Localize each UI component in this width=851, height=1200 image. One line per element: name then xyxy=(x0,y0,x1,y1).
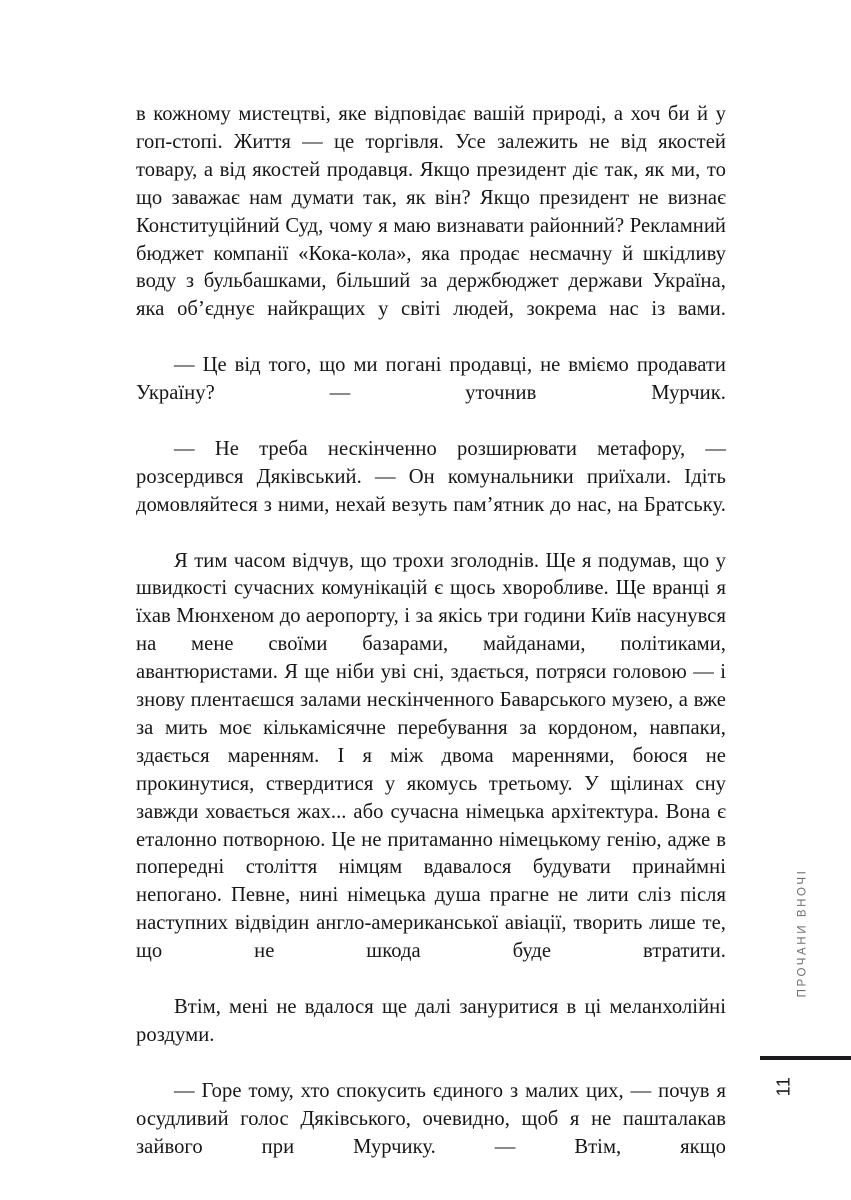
paragraph: Я тим часом відчув, що трохи зголоднів. Ще я подумав, що у швидкості сучасних комунікацій є щось хворобливе. Ще вранці я їхав Мюнхеном до аеропорту, і за якісь три години Київ насунувся на мене своїми базарами, майданами, політиками, авантюристами. Я ще ніби уві сні, здається, потряси головою — і знову плентаєшся залами нескінченного Баварського музею, а вже за мить моє кількамісячне перебування за кордоном, навпаки, здається маренням. І я між двома мареннями, боюся не прокинутися, ствердитися у якомусь третьому. У щілинах сну завжди ховається жах... або сучасна німецька архітектура. Вона є еталонно потворною. Це не притаманно німецькому генію, адже в попередні століття німцям вдавалося будувати принаймні непогано. Певне, нині німецька душа прагне не лити сліз після наступних відвідин англо-американської авіації, творить лише те, що не шкода буде втратити. xyxy=(136,549,726,963)
page-number-label: 11 xyxy=(773,1076,794,1096)
paragraph-dialogue: — Горе тому, хто спокусить єдиного з малих цих, — почув я осудливий голос Дяківського, очевидно, щоб я не пашталакав зайвого при Мурчику. — Втім, якщо xyxy=(136,1079,726,1158)
running-head xyxy=(789,828,815,1038)
running-head-label: ПРОЧАНИ ВНОЧІ xyxy=(796,868,808,998)
paragraph: в кожному мистецтві, яке відповідає вашій природі, а хоч би й у гоп-стопі. Життя — це торгівля. Усе залежить не від якостей товару, а від якостей продавця. Якщо президент діє так, як ми, то що заважає нам думати так, як він? Якщо президент не визнає Конституційний Суд, чому я маю визнавати районний? Рекламний бюджет компанії «Кока-кола», яка продає несмачну й шкідливу воду з бульбашками, більший за держбюджет держави Україна, яка об’єднує найкращих у світі людей, зокрема нас із вами. xyxy=(136,103,726,321)
paragraph: Втім, мені не вдалося ще далі зануритися в ці меланхолійні роздуми. xyxy=(136,996,726,1046)
page-number xyxy=(760,1062,808,1110)
paragraph-dialogue: — Не треба нескінченно розширювати метафору, — розсердився Дяківський. — Он комунальники приїхали. Ідіть домовляйтеся з ними, нехай везуть пам’ятник до нас, на Братську. xyxy=(136,437,726,516)
folio-rule xyxy=(760,1056,851,1060)
paragraph-dialogue: — Це від того, що ми погані продавці, не вміємо продавати Україну? — уточнив Мурчик. xyxy=(136,354,726,405)
body-text-block xyxy=(136,101,726,1189)
